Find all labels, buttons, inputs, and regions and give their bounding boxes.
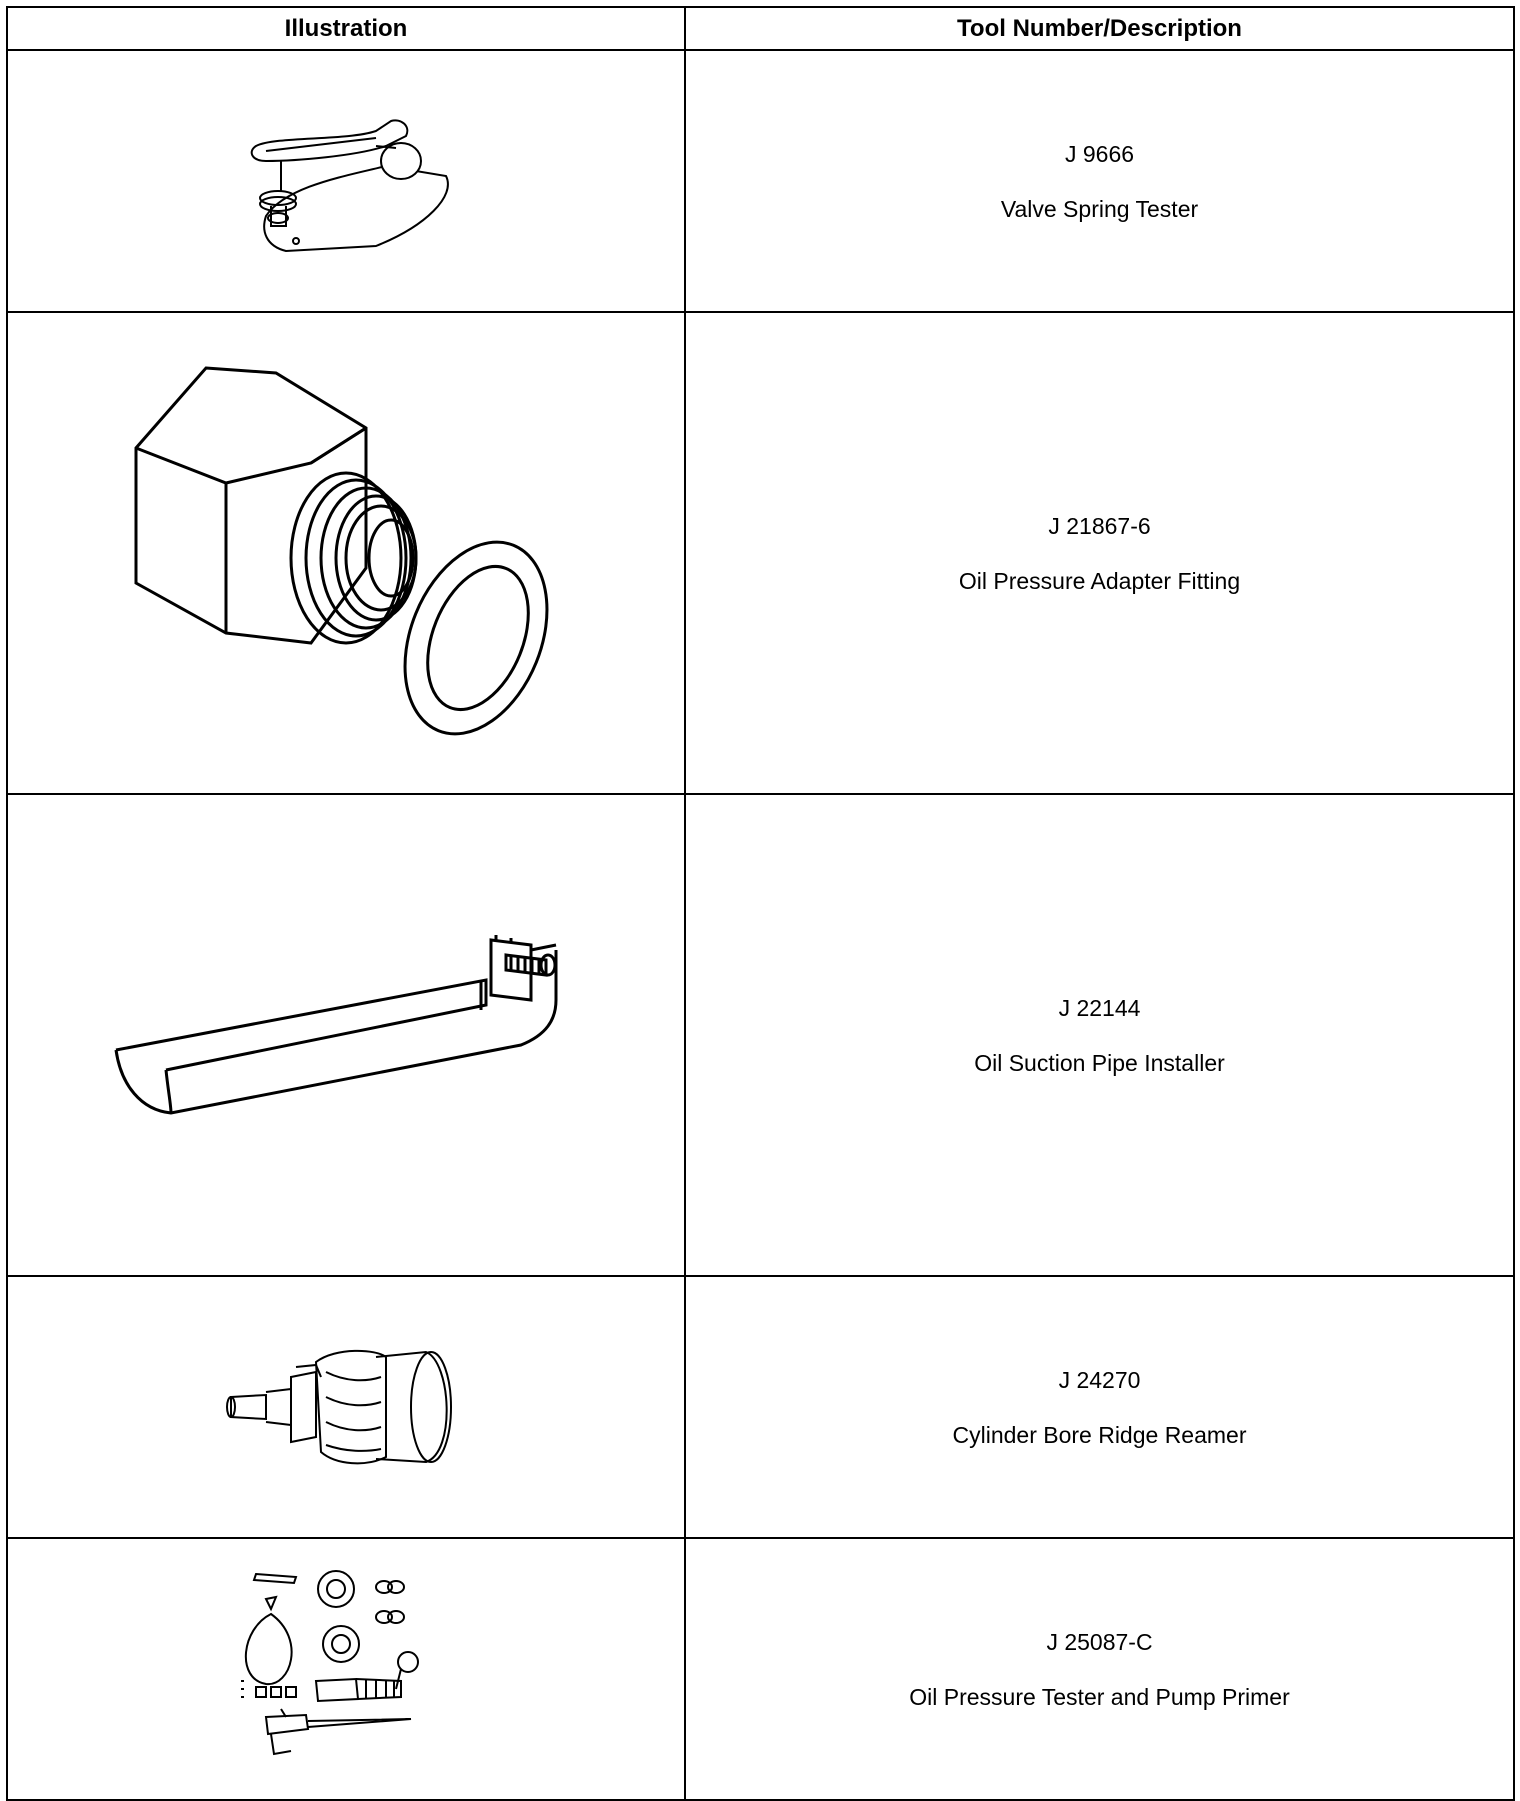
table-row	[7, 312, 1514, 794]
tool-number: J 9666	[1064, 140, 1135, 167]
special-tools-table	[6, 6, 1515, 1801]
tool-description: Cylinder Bore Ridge Reamer	[952, 1421, 1247, 1448]
tool-number: J 25087-C	[1046, 1628, 1153, 1655]
description-cell	[685, 312, 1514, 794]
oil-pressure-tester-pump-primer-icon	[236, 1569, 456, 1769]
tool-description: Oil Suction Pipe Installer	[974, 1049, 1225, 1076]
header-row	[7, 7, 1514, 50]
header-tool-number-description: Tool Number/Description	[685, 7, 1514, 50]
description-cell	[685, 50, 1514, 312]
table-row	[7, 1538, 1514, 1800]
tool-description: Valve Spring Tester	[1000, 195, 1199, 222]
tool-number: J 21867-6	[1048, 512, 1151, 539]
tool-description: Oil Pressure Tester and Pump Primer	[909, 1683, 1290, 1710]
valve-spring-tester-icon	[226, 106, 466, 256]
cylinder-bore-ridge-reamer-icon	[226, 1337, 466, 1477]
header-illustration: Illustration	[7, 7, 685, 50]
description-cell	[685, 794, 1514, 1276]
table-row	[7, 1276, 1514, 1538]
illustration-cell	[7, 1538, 685, 1800]
tool-number: J 24270	[1058, 1366, 1141, 1393]
table-row	[7, 794, 1514, 1276]
oil-suction-pipe-installer-icon	[106, 920, 586, 1150]
illustration-cell	[7, 312, 685, 794]
description-cell	[685, 1538, 1514, 1800]
illustration-cell	[7, 794, 685, 1276]
table-row	[7, 50, 1514, 312]
tool-number: J 22144	[1058, 994, 1141, 1021]
oil-pressure-adapter-fitting-icon	[116, 363, 576, 743]
illustration-cell	[7, 1276, 685, 1538]
description-cell	[685, 1276, 1514, 1538]
tool-description: Oil Pressure Adapter Fitting	[958, 567, 1241, 594]
illustration-cell	[7, 50, 685, 312]
